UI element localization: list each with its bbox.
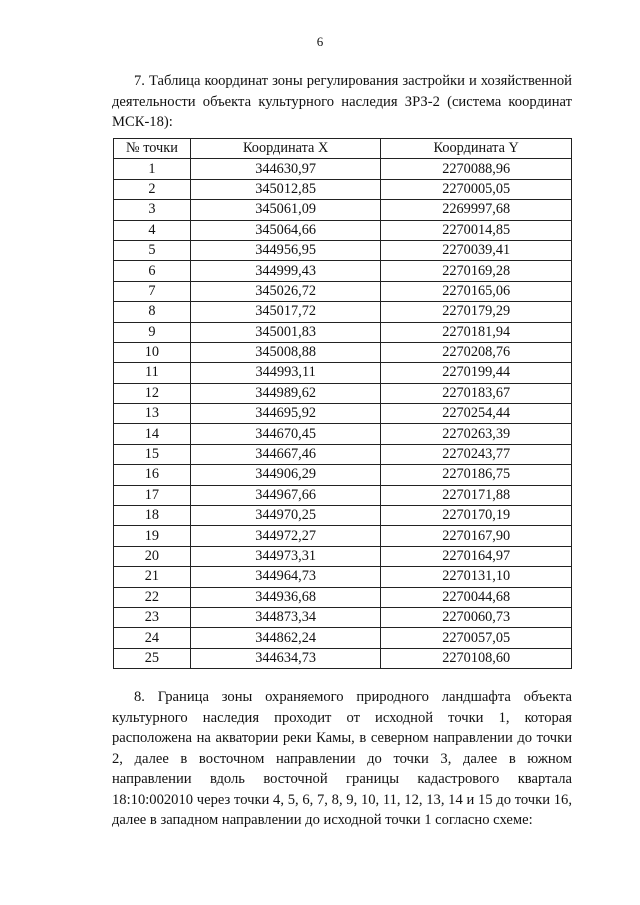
cell-coordinate-x: 344695,92 [190,404,381,424]
cell-point-number: 21 [114,567,191,587]
table-row [114,628,572,648]
cell-coordinate-y: 2270186,75 [381,465,572,485]
cell-point-number: 25 [114,648,191,668]
cell-coordinate-y: 2270179,29 [381,302,572,322]
section-8-text: 8. Граница зоны охраняемого природного ландшафта объекта культурного наследия проходит от исходной точки 1, которая расположена на акватории реки Камы, в северном направлении до точки 2, далее в восточном направлении до точки 3, далее в южном направлении вдоль восточной границы кадастрового квартала 18:10:002010 через точки 4, 5, 6, 7, 8, 9, 10, 11, 12, 13, 14 и 15 до точки 16, далее в западном направлении до исходной точки 1 согласно схеме: [112,689,572,828]
cell-point-number: 8 [114,302,191,322]
table-row [114,648,572,668]
cell-point-number: 4 [114,220,191,240]
table-row [114,383,572,403]
cell-coordinate-y: 2270044,68 [381,587,572,607]
cell-coordinate-x: 344906,29 [190,465,381,485]
cell-coordinate-x: 344964,73 [190,567,381,587]
cell-coordinate-y: 2270169,28 [381,261,572,281]
header-coordinate-y: Координата Y [381,139,572,159]
cell-point-number: 9 [114,322,191,342]
cell-coordinate-y: 2270014,85 [381,220,572,240]
cell-coordinate-x: 345061,09 [190,200,381,220]
cell-coordinate-y: 2270088,96 [381,159,572,179]
table-row [114,302,572,322]
table-row [114,281,572,301]
cell-coordinate-y: 2270057,05 [381,628,572,648]
table-header-row [114,139,572,159]
cell-coordinate-x: 344970,25 [190,506,381,526]
cell-point-number: 7 [114,281,191,301]
cell-point-number: 3 [114,200,191,220]
table-row [114,363,572,383]
cell-coordinate-x: 345017,72 [190,302,381,322]
cell-coordinate-x: 344873,34 [190,607,381,627]
cell-coordinate-y: 2269997,68 [381,200,572,220]
cell-coordinate-x: 344967,66 [190,485,381,505]
cell-coordinate-y: 2270108,60 [381,648,572,668]
table-row [114,567,572,587]
cell-point-number: 19 [114,526,191,546]
cell-coordinate-y: 2270170,19 [381,506,572,526]
cell-point-number: 15 [114,444,191,464]
cell-coordinate-x: 344634,73 [190,648,381,668]
cell-coordinate-x: 344630,97 [190,159,381,179]
cell-point-number: 1 [114,159,191,179]
table-row [114,220,572,240]
cell-coordinate-y: 2270039,41 [381,240,572,260]
cell-coordinate-y: 2270183,67 [381,383,572,403]
section-7-text: 7. Таблица координат зоны регулирования застройки и хозяйственной деятельности объекта культурного наследия ЗРЗ-2 (система координат МСК-18): [112,73,572,130]
table-row [114,424,572,444]
cell-point-number: 20 [114,546,191,566]
cell-coordinate-x: 344862,24 [190,628,381,648]
table-row [114,607,572,627]
cell-point-number: 12 [114,383,191,403]
cell-coordinate-x: 345012,85 [190,179,381,199]
cell-coordinate-x: 344936,68 [190,587,381,607]
cell-point-number: 14 [114,424,191,444]
cell-coordinate-x: 345026,72 [190,281,381,301]
table-row [114,444,572,464]
section-8-paragraph [112,687,572,831]
cell-point-number: 18 [114,506,191,526]
cell-coordinate-y: 2270254,44 [381,404,572,424]
cell-coordinate-x: 344999,43 [190,261,381,281]
cell-coordinate-x: 344993,11 [190,363,381,383]
cell-point-number: 11 [114,363,191,383]
table-row [114,322,572,342]
cell-point-number: 10 [114,342,191,362]
cell-coordinate-y: 2270199,44 [381,363,572,383]
cell-coordinate-x: 344667,46 [190,444,381,464]
cell-point-number: 2 [114,179,191,199]
cell-coordinate-x: 344973,31 [190,546,381,566]
table-row [114,404,572,424]
table-body [114,159,572,669]
header-point-number: № точки [114,139,191,159]
table-row [114,342,572,362]
table-row [114,159,572,179]
page-number: 6 [316,34,324,49]
cell-coordinate-y: 2270181,94 [381,322,572,342]
cell-coordinate-y: 2270243,77 [381,444,572,464]
cell-coordinate-x: 344670,45 [190,424,381,444]
table-row [114,526,572,546]
cell-coordinate-y: 2270208,76 [381,342,572,362]
cell-coordinate-y: 2270167,90 [381,526,572,546]
cell-coordinate-y: 2270060,73 [381,607,572,627]
cell-coordinate-y: 2270131,10 [381,567,572,587]
cell-point-number: 5 [114,240,191,260]
table-row [114,179,572,199]
cell-coordinate-y: 2270165,06 [381,281,572,301]
table-row [114,240,572,260]
cell-point-number: 23 [114,607,191,627]
cell-coordinate-x: 344956,95 [190,240,381,260]
table-row [114,506,572,526]
table-row [114,200,572,220]
coordinates-table [113,138,572,669]
cell-point-number: 22 [114,587,191,607]
cell-coordinate-x: 345001,83 [190,322,381,342]
cell-coordinate-y: 2270263,39 [381,424,572,444]
cell-coordinate-y: 2270171,88 [381,485,572,505]
header-coordinate-x: Координата X [190,139,381,159]
table-row [114,465,572,485]
cell-point-number: 24 [114,628,191,648]
cell-coordinate-x: 345064,66 [190,220,381,240]
cell-point-number: 16 [114,465,191,485]
table-row [114,261,572,281]
cell-coordinate-x: 345008,88 [190,342,381,362]
table-row [114,587,572,607]
cell-point-number: 6 [114,261,191,281]
cell-point-number: 17 [114,485,191,505]
cell-point-number: 13 [114,404,191,424]
cell-coordinate-y: 2270005,05 [381,179,572,199]
cell-coordinate-x: 344972,27 [190,526,381,546]
table-row [114,546,572,566]
cell-coordinate-x: 344989,62 [190,383,381,403]
section-7-paragraph [112,71,572,133]
table-row [114,485,572,505]
cell-coordinate-y: 2270164,97 [381,546,572,566]
